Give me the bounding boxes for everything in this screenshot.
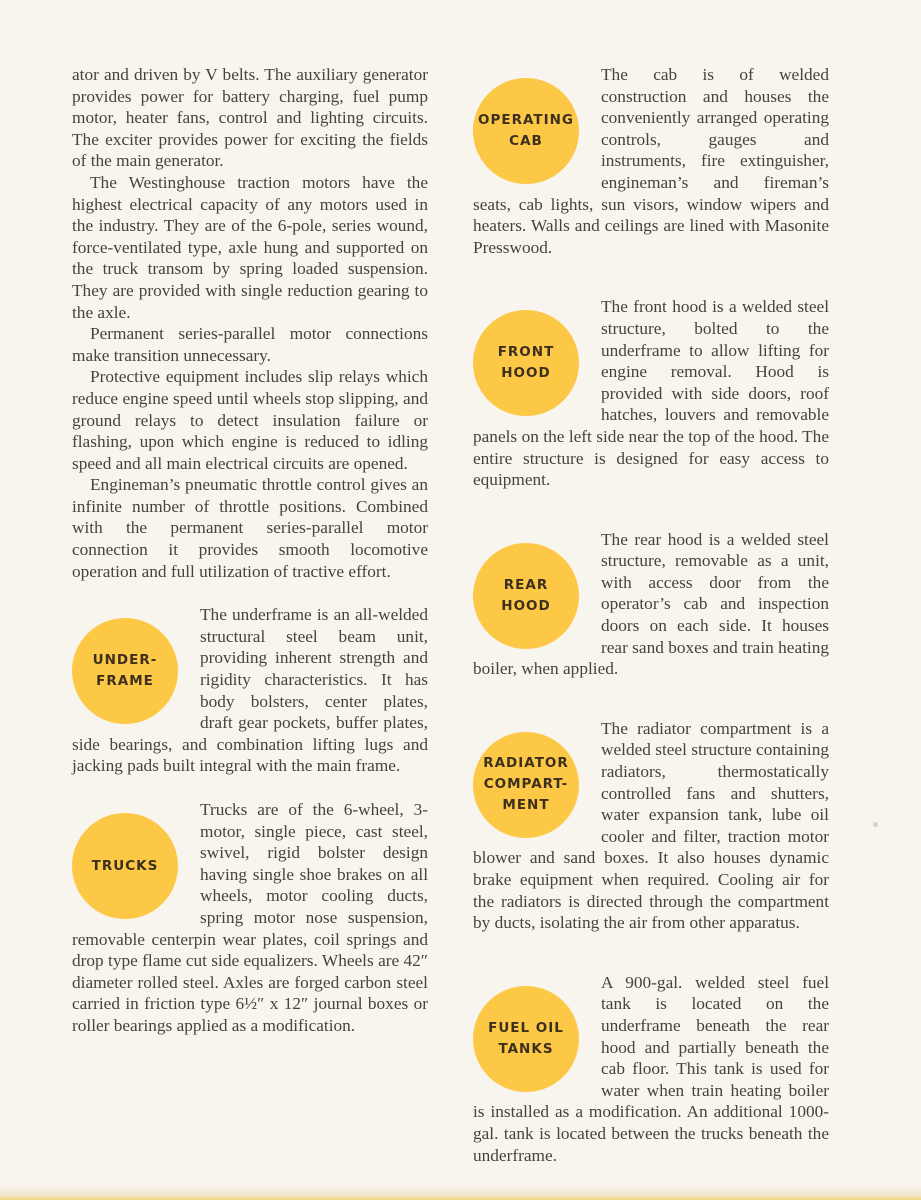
operating-cab-section (473, 64, 829, 258)
front-hood-badge (473, 310, 579, 416)
right-column (473, 64, 829, 1166)
fuel-oil-tanks-badge-label: FUEL OIL TANKS (488, 1019, 564, 1057)
paper-speck (873, 822, 878, 827)
trucks-section (72, 799, 428, 1037)
underframe-section (72, 604, 428, 777)
front-hood-badge-label: FRONT HOOD (497, 344, 555, 382)
front-hood-section (473, 296, 829, 490)
fuel-oil-tanks-text: A 900-gal. welded steel fuel tank is located on the underframe beneath the rear hood and partially beneath the cab floor. This tank is used for water when train heating boiler is installed as a modification. An additional 1000-gal. tank is located between the trucks beneath the underframe. (473, 972, 829, 1165)
page-bottom-edge (0, 1184, 921, 1200)
intro-paragraph: ator and driven by V belts. The auxiliary generator provides power for battery charging, fuel pump motor, heater fans, control and lighting circuits. The exciter provides power for exciting the fields of the main generator. (72, 65, 428, 171)
trucks-badge-label: TRUCKS (91, 857, 159, 874)
motor-connections-paragraph: Permanent series-parallel motor connections make transition unnecessary. (72, 324, 428, 365)
throttle-control-paragraph: Engineman’s pneumatic throttle control gives an infinite number of throttle positions. Combined with the permanent series-parallel motor connection it provides smooth locomotive operation and full utilization of tractive effort. (72, 475, 428, 581)
underframe-text: The underframe is an all-welded structural steel beam unit, providing inherent strength and rigidity characteristics. It has body bolsters, center plates, draft gear pockets, buffer plates, side bearings, and combination lifting lugs and jacking pads built integral with the main frame. (72, 605, 428, 776)
trucks-badge (72, 813, 178, 919)
radiator-compartment-text: The radiator compartment is a welded steel structure containing radiators, thermostatically controlled fans and shutters, water expansion tank, lube oil cooler and filter, traction motor blower and sand boxes. It also houses dynamic brake equipment when required. Cooling air for the radiators is directed through the compartment by ducts, isolating the air from other apparatus. (473, 718, 829, 933)
fuel-oil-tanks-section (473, 972, 829, 1166)
operating-cab-badge-label: OPERATING CAB (478, 112, 574, 149)
underframe-badge (72, 618, 178, 724)
fuel-oil-tanks-badge (473, 986, 579, 1092)
left-column (72, 64, 428, 1037)
operating-cab-text: The cab is of welded construction and houses the conveniently arranged operating controls, gauges and instruments, fire extinguisher, engineman’s and fireman’s seats, cab lights, sun visors, window wipers and heaters. Walls and ceilings are lined with Masonite Presswood. (473, 65, 829, 257)
radiator-compartment-badge-label: RADIATOR COMPART- MENT (483, 755, 569, 814)
rear-hood-section (473, 529, 829, 680)
protective-equipment-paragraph: Protective equipment includes slip relays which reduce engine speed until wheels stop slipping, and ground relays to detect insulation failure or flashing, upon which engine is reduced to idling speed and all main electrical circuits are opened. (72, 367, 428, 473)
operating-cab-badge (473, 78, 579, 184)
trucks-text: Trucks are of the 6-wheel, 3-motor, single piece, cast steel, swivel, rigid bolster design having single shoe brakes on all wheels, motor cooling ducts, spring motor nose suspension, removable centerpin wear plates, coil springs and drop type flame cut side equalizers. Wheels are 42″ diameter rolled steel. Axles are forged carbon steel carried in friction type 6½″ x 12″ journal boxes or roller bearings applied as a modification. (72, 800, 428, 1035)
radiator-compartment-badge (473, 732, 579, 838)
traction-motors-paragraph: The Westinghouse traction motors have the highest electrical capacity of any motors used in the industry. They are of the 6-pole, series wound, force-ventilated type, axle hung and supported on the truck transom by spring loaded suspension. They are provided with single reduction gearing to the axle. (72, 172, 428, 322)
rear-hood-badge (473, 543, 579, 649)
rear-hood-text: The rear hood is a welded steel structure, removable as a unit, with access door from the operator’s cab and inspection doors on each side. It houses rear sand boxes and train heating boiler, when applied. (473, 529, 829, 679)
front-hood-text: The front hood is a welded steel structure, bolted to the underframe to allow lifting for engine removal. Hood is provided with side doors, roof hatches, louvers and removable panels on the left side near the top of the hood. The entire structure is designed for easy access to equipment. (473, 297, 829, 490)
radiator-compartment-section (473, 718, 829, 934)
rear-hood-badge-label: REAR HOOD (501, 576, 551, 614)
underframe-badge-label: UNDER- FRAME (92, 652, 158, 690)
